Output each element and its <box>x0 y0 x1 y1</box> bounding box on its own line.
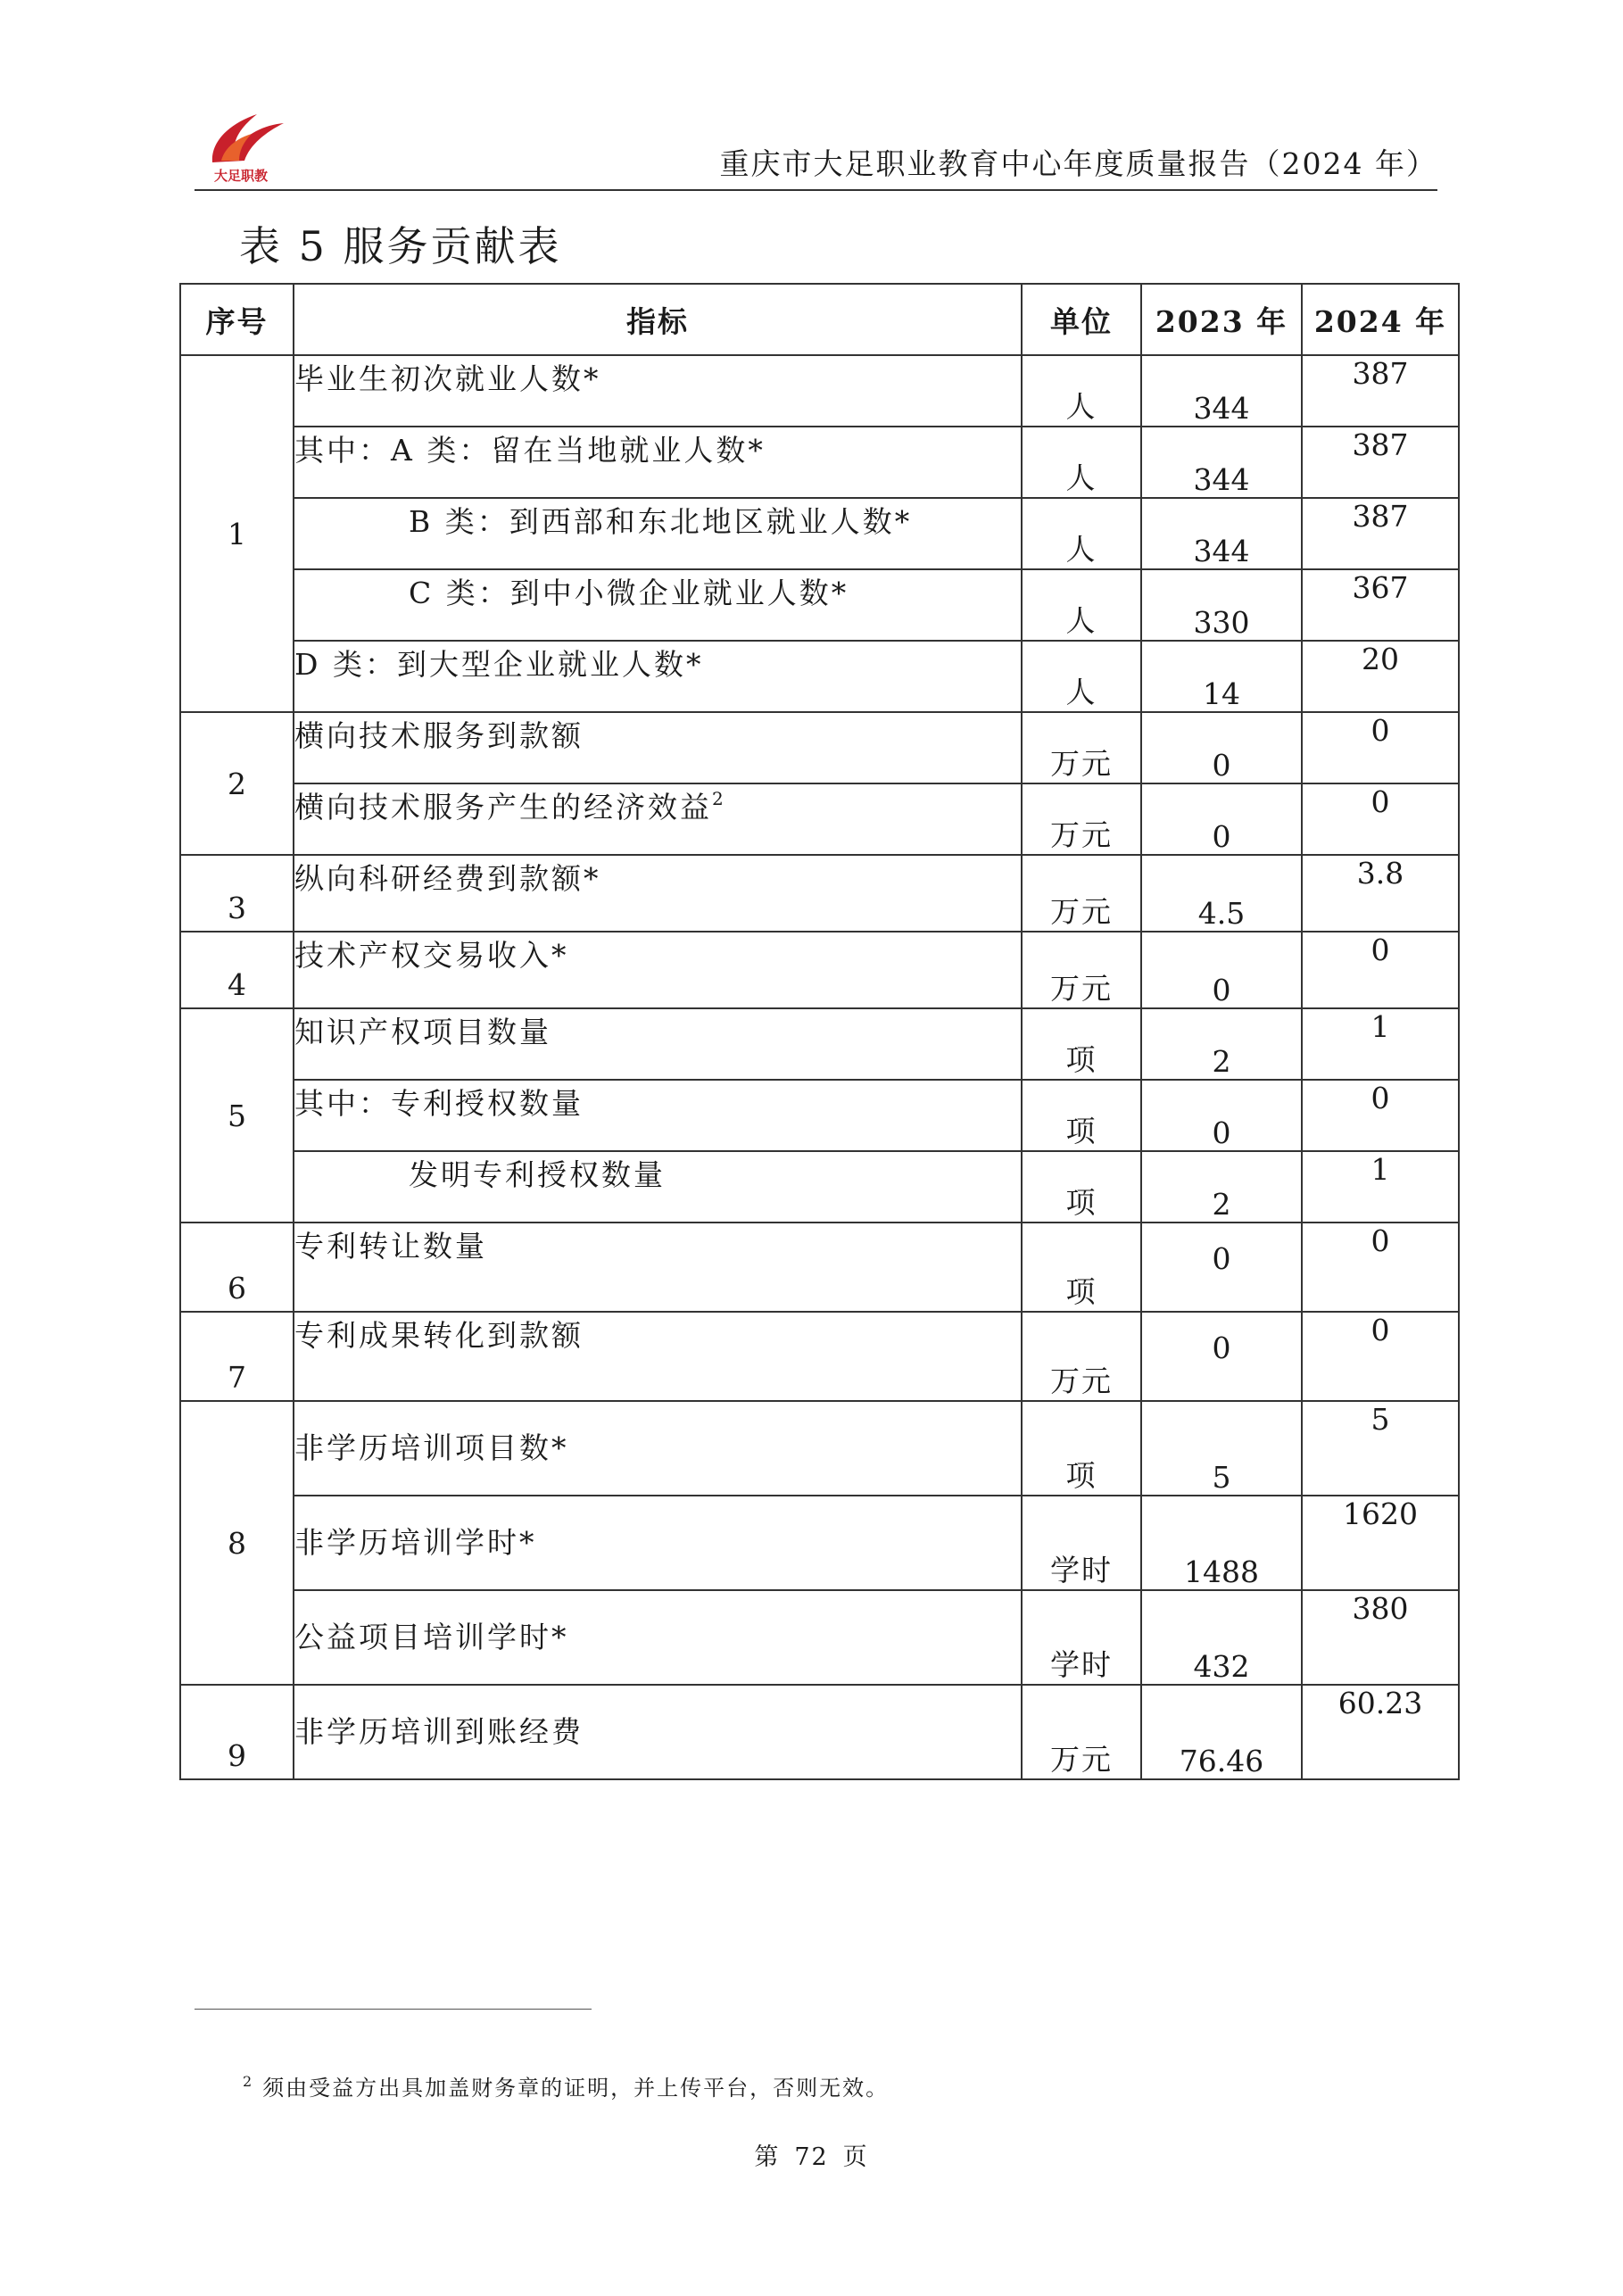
table-row <box>180 712 1459 783</box>
school-logo <box>195 107 293 189</box>
value-2024-cell: 387 <box>1302 498 1459 569</box>
value-2023-cell: 2 <box>1141 1151 1302 1223</box>
unit-cell: 万元 <box>1022 712 1141 783</box>
value-2024-cell: 1 <box>1302 1008 1459 1080</box>
footnote-text: 须由受益方出具加盖财务章的证明，并上传平台，否则无效。 <box>262 2076 890 2101</box>
unit-cell: 万元 <box>1022 1312 1141 1401</box>
table-row <box>180 1151 1459 1223</box>
unit-cell: 万元 <box>1022 932 1141 1008</box>
value-2024-cell: 387 <box>1302 427 1459 498</box>
report-title: 重庆市大足职业教育中心年度质量报告（2024 年） <box>719 146 1437 181</box>
service-contribution-table <box>179 283 1460 1780</box>
header-2024: 2024 年 <box>1302 284 1459 355</box>
footnote-ref: 2 <box>712 788 726 809</box>
value-2023-cell: 0 <box>1141 1080 1302 1151</box>
unit-cell: 万元 <box>1022 1685 1141 1779</box>
table-row <box>180 1312 1459 1401</box>
table-row <box>180 641 1459 712</box>
unit-cell: 万元 <box>1022 783 1141 855</box>
value-2023-cell: 76.46 <box>1141 1685 1302 1779</box>
value-2023-cell: 0 <box>1141 783 1302 855</box>
value-2023-cell: 0 <box>1141 932 1302 1008</box>
value-2024-cell: 0 <box>1302 1223 1459 1312</box>
header-indicator: 指标 <box>294 284 1022 355</box>
row-number: 6 <box>180 1223 294 1312</box>
value-2024-cell: 0 <box>1302 712 1459 783</box>
value-2023-cell: 344 <box>1141 355 1302 427</box>
value-2023-cell: 344 <box>1141 498 1302 569</box>
indicator-cell: 非学历培训学时* <box>294 1496 1022 1590</box>
value-2024-cell: 20 <box>1302 641 1459 712</box>
row-number: 9 <box>180 1685 294 1779</box>
page-prefix: 第 <box>754 2143 781 2171</box>
unit-cell: 人 <box>1022 355 1141 427</box>
row-number: 1 <box>180 355 294 712</box>
indicator-cell: B 类：到西部和东北地区就业人数* <box>294 498 1022 569</box>
unit-cell: 人 <box>1022 427 1141 498</box>
unit-cell: 项 <box>1022 1401 1141 1496</box>
value-2023-cell: 0 <box>1141 1223 1302 1312</box>
indicator-cell: 非学历培训到账经费 <box>294 1685 1022 1779</box>
unit-cell: 学时 <box>1022 1496 1141 1590</box>
table-row <box>180 498 1459 569</box>
table-row <box>180 1401 1459 1496</box>
value-2023-cell: 330 <box>1141 569 1302 641</box>
indicator-cell <box>294 783 1022 855</box>
unit-cell: 项 <box>1022 1080 1141 1151</box>
indicator-cell: 横向技术服务到款额 <box>294 712 1022 783</box>
value-2023-cell: 0 <box>1141 1312 1302 1401</box>
header-2023: 2023 年 <box>1141 284 1302 355</box>
logo-text: 大足职教 <box>213 168 269 184</box>
indicator-cell: 毕业生初次就业人数* <box>294 355 1022 427</box>
table-row <box>180 1590 1459 1685</box>
row-number: 2 <box>180 712 294 855</box>
header-no: 序号 <box>180 284 294 355</box>
row-number: 3 <box>180 855 294 932</box>
indicator-cell: 专利成果转化到款额 <box>294 1312 1022 1401</box>
row-number: 8 <box>180 1401 294 1685</box>
header-unit: 单位 <box>1022 284 1141 355</box>
page-suffix: 页 <box>842 2143 869 2171</box>
table-header-row <box>180 284 1459 355</box>
indicator-cell: 发明专利授权数量 <box>294 1151 1022 1223</box>
value-2023-cell: 2 <box>1141 1008 1302 1080</box>
indicator-cell: 纵向科研经费到款额* <box>294 855 1022 932</box>
value-2024-cell: 1 <box>1302 1151 1459 1223</box>
unit-cell: 项 <box>1022 1008 1141 1080</box>
unit-cell: 人 <box>1022 641 1141 712</box>
unit-cell: 项 <box>1022 1223 1141 1312</box>
table-row <box>180 427 1459 498</box>
table-row <box>180 355 1459 427</box>
value-2024-cell: 60.23 <box>1302 1685 1459 1779</box>
unit-cell: 人 <box>1022 569 1141 641</box>
value-2024-cell: 367 <box>1302 569 1459 641</box>
unit-cell: 项 <box>1022 1151 1141 1223</box>
value-2023-cell: 344 <box>1141 427 1302 498</box>
table-row <box>180 783 1459 855</box>
value-2024-cell: 0 <box>1302 932 1459 1008</box>
table-row <box>180 932 1459 1008</box>
table-row <box>180 1685 1459 1779</box>
value-2023-cell: 1488 <box>1141 1496 1302 1590</box>
indicator-cell: 其中：专利授权数量 <box>294 1080 1022 1151</box>
indicator-cell: 公益项目培训学时* <box>294 1590 1022 1685</box>
unit-cell: 人 <box>1022 498 1141 569</box>
table-row <box>180 1080 1459 1151</box>
value-2023-cell: 432 <box>1141 1590 1302 1685</box>
indicator-cell: 技术产权交易收入* <box>294 932 1022 1008</box>
footnote-mark: 2 <box>243 2073 254 2090</box>
value-2024-cell: 1620 <box>1302 1496 1459 1590</box>
table-row <box>180 1008 1459 1080</box>
page-number <box>0 2137 1623 2172</box>
indicator-cell: 知识产权项目数量 <box>294 1008 1022 1080</box>
table-row <box>180 1496 1459 1590</box>
footnote-divider <box>195 2009 592 2010</box>
value-2023-cell: 4.5 <box>1141 855 1302 932</box>
table-row <box>180 569 1459 641</box>
table-row <box>180 1223 1459 1312</box>
value-2024-cell: 3.8 <box>1302 855 1459 932</box>
row-number: 4 <box>180 932 294 1008</box>
value-2024-cell: 380 <box>1302 1590 1459 1685</box>
indicator-cell: 专利转让数量 <box>294 1223 1022 1312</box>
footnote <box>243 2070 889 2101</box>
header-divider <box>195 189 1437 191</box>
indicator-text: 横向技术服务产生的经济效益 <box>294 790 712 825</box>
table-row <box>180 855 1459 932</box>
value-2023-cell: 0 <box>1141 712 1302 783</box>
unit-cell: 学时 <box>1022 1590 1141 1685</box>
indicator-cell: C 类：到中小微企业就业人数* <box>294 569 1022 641</box>
indicator-cell: 非学历培训项目数* <box>294 1401 1022 1496</box>
unit-cell: 万元 <box>1022 855 1141 932</box>
value-2023-cell: 5 <box>1141 1401 1302 1496</box>
value-2024-cell: 5 <box>1302 1401 1459 1496</box>
indicator-cell: 其中：A 类：留在当地就业人数* <box>294 427 1022 498</box>
page-number-value: 72 <box>794 2143 829 2171</box>
table-caption: 表 5 服务贡献表 <box>239 222 562 270</box>
value-2023-cell: 14 <box>1141 641 1302 712</box>
indicator-cell: D 类：到大型企业就业人数* <box>294 641 1022 712</box>
row-number: 5 <box>180 1008 294 1223</box>
value-2024-cell: 387 <box>1302 355 1459 427</box>
row-number: 7 <box>180 1312 294 1401</box>
value-2024-cell: 0 <box>1302 1080 1459 1151</box>
value-2024-cell: 0 <box>1302 783 1459 855</box>
value-2024-cell: 0 <box>1302 1312 1459 1401</box>
